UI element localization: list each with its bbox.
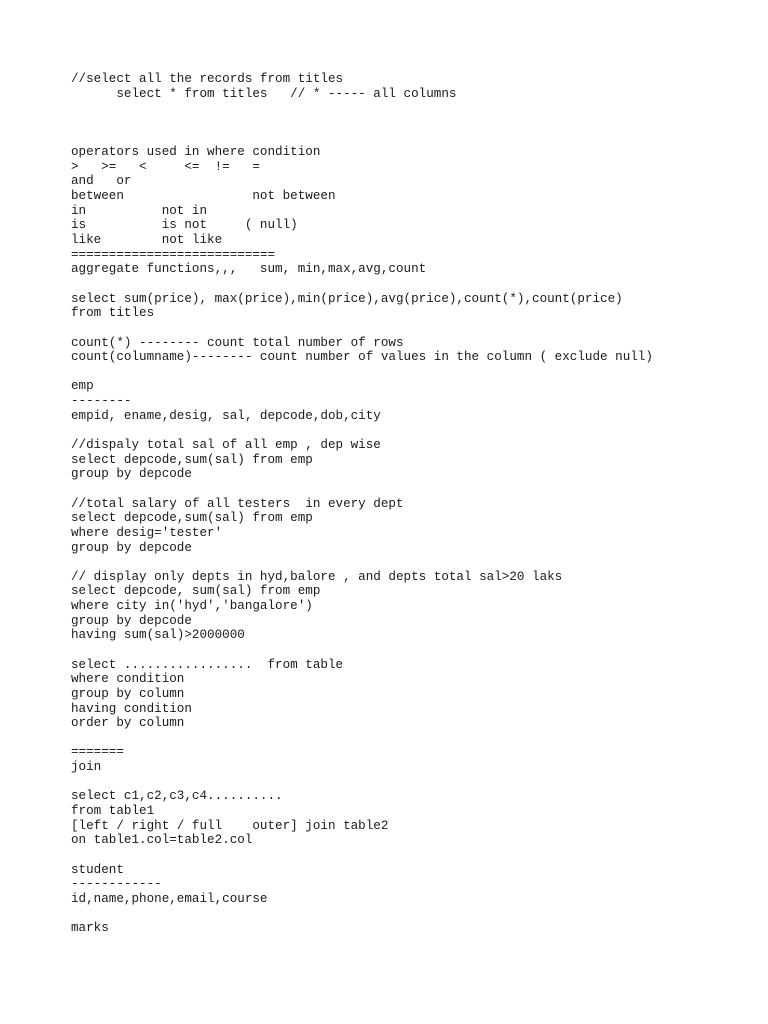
text-line <box>71 116 653 131</box>
text-line: where city in('hyd','bangalore') <box>71 599 313 614</box>
text-line: marks <box>71 921 109 936</box>
text-line: like not like <box>71 233 223 248</box>
text-line: //total salary of all testers in every dept <box>71 496 404 511</box>
text-line: // display only depts in hyd,balore , and depts total sal>20 laks <box>71 569 563 584</box>
text-line: having sum(sal)>2000000 <box>71 628 245 643</box>
text-line <box>71 131 653 146</box>
text-line <box>71 365 653 380</box>
text-line: is is not ( null) <box>71 218 298 233</box>
text-line: where condition <box>71 672 185 687</box>
text-line: group by depcode <box>71 540 192 555</box>
text-line <box>71 482 653 497</box>
text-line: where desig='tester' <box>71 525 223 540</box>
text-line <box>71 907 653 922</box>
text-line <box>71 555 653 570</box>
text-line: > >= < <= != = <box>71 159 260 174</box>
text-line: from table1 <box>71 804 155 819</box>
text-line: operators used in where condition <box>71 145 321 160</box>
text-line: ------------ <box>71 877 162 892</box>
text-line: -------- <box>71 394 132 409</box>
text-line: empid, ename,desig, sal, depcode,dob,city <box>71 408 381 423</box>
text-line: group by depcode <box>71 467 192 482</box>
text-line: //select all the records from titles <box>71 72 344 86</box>
text-line: and or <box>71 174 132 189</box>
text-line: join <box>71 760 102 775</box>
text-line: aggregate functions,,, sum, min,max,avg,count <box>71 262 427 277</box>
text-line: select ................. from table <box>71 657 344 672</box>
text-line: student <box>71 862 124 877</box>
text-line <box>71 643 653 658</box>
text-line <box>71 321 653 336</box>
text-line: from titles <box>71 306 155 321</box>
text-line <box>71 423 653 438</box>
text-line: group by depcode <box>71 613 192 628</box>
text-line: order by column <box>71 716 185 731</box>
text-line: [left / right / full outer] join table2 <box>71 818 389 833</box>
text-line: select depcode, sum(sal) from emp <box>71 584 321 599</box>
text-line: in not in <box>71 203 208 218</box>
text-line: id,name,phone,email,course <box>71 891 268 906</box>
text-line: emp <box>71 379 94 394</box>
text-line <box>71 101 653 116</box>
text-line: between not between <box>71 189 336 204</box>
text-line: ======= <box>71 745 124 760</box>
text-line: =========================== <box>71 247 276 262</box>
text-line: select c1,c2,c3,c4.......... <box>71 789 283 804</box>
text-line: group by column <box>71 686 185 701</box>
text-line: count(columname)-------- count number of values in the column ( exclude null) <box>71 350 653 365</box>
text-line <box>71 277 653 292</box>
text-line: select depcode,sum(sal) from emp <box>71 511 313 526</box>
text-line <box>71 848 653 863</box>
text-line: on table1.col=table2.col <box>71 833 253 848</box>
text-line: select sum(price), max(price),min(price),avg(price),count(*),count(price) <box>71 291 623 306</box>
text-line <box>71 731 653 746</box>
text-line: select depcode,sum(sal) from emp <box>71 452 313 467</box>
document-text <box>71 72 653 936</box>
text-line: select * from titles // * ----- all columns <box>71 86 457 101</box>
text-line <box>71 775 653 790</box>
text-line: count(*) -------- count total number of rows <box>71 335 404 350</box>
text-line: //dispaly total sal of all emp , dep wise <box>71 438 381 453</box>
text-line: having condition <box>71 701 192 716</box>
